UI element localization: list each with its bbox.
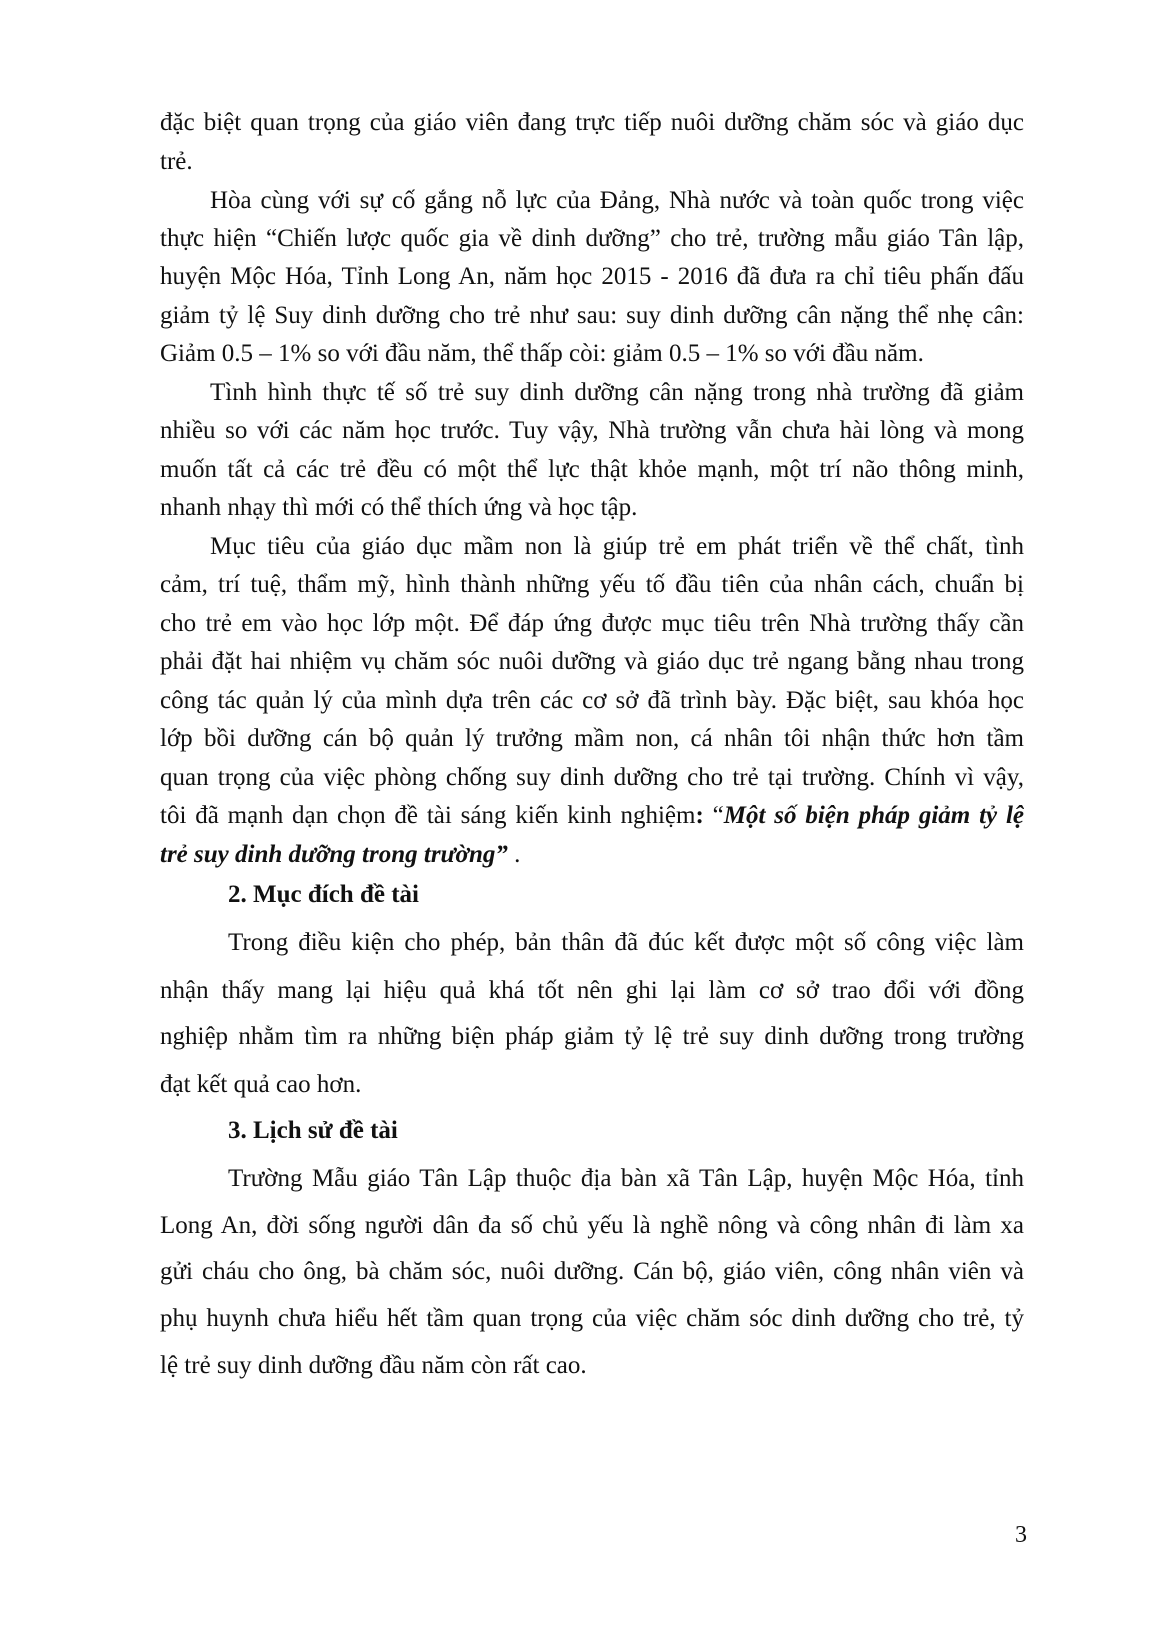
text-line: nhanh nhạy thì mới có thể thích ứng và học tập. [160, 494, 638, 521]
initiative-title: trẻ suy dinh dưỡng trong trường” [160, 841, 508, 868]
text-line: lớp bồi dưỡng cán bộ quản lý trưởng mầm non, cá nhân tôi nhận thức hơn tầm [160, 725, 1024, 752]
text-line: nghiệp nhằm tìm ra những biện pháp giảm tỷ lệ trẻ suy dinh dưỡng trong trường [160, 1023, 1024, 1050]
text-line: đặc biệt quan trọng của giáo viên đang trực tiếp nuôi dưỡng chăm sóc và giáo dục [160, 109, 1024, 136]
text-run: tôi đã mạnh dạn chọn đề tài sáng kiến kinh nghiệm [160, 802, 696, 829]
text-line: Mục tiêu của giáo dục mầm non là giúp trẻ em phát triển về thể chất, tình [210, 533, 1024, 560]
text-line: Giảm 0.5 – 1% so với đầu năm, thể thấp còi: giảm 0.5 – 1% so với đầu năm. [160, 340, 924, 367]
text-line: nhiều so với các năm học trước. Tuy vậy, Nhà trường vẫn chưa hài lòng và mong [160, 417, 1024, 444]
initiative-title: Một số biện pháp giảm tỷ lệ [723, 802, 1024, 829]
text-line: Hòa cùng với sự cố gắng nỗ lực của Đảng, Nhà nước và toàn quốc trong việc [210, 187, 1024, 214]
text-line: thực hiện “Chiến lược quốc gia về dinh dưỡng” cho trẻ, trường mẫu giáo Tân lập, [160, 225, 1024, 252]
section-heading: 2. Mục đích đề tài [228, 881, 419, 908]
text-line: trẻ. [160, 148, 193, 175]
page-number: 3 [1015, 1522, 1027, 1548]
text-line: cảm, trí tuệ, thẩm mỹ, hình thành những yếu tố đầu tiên của nhân cách, chuẩn bị [160, 571, 1024, 598]
text-line: huyện Mộc Hóa, Tỉnh Long An, năm học 2015 - 2016 đã đưa ra chỉ tiêu phấn đấu [160, 263, 1024, 290]
text-line [160, 801, 1024, 831]
text-line: phải đặt hai nhiệm vụ chăm sóc nuôi dưỡng và giáo dục trẻ ngang bằng nhau trong [160, 648, 1024, 675]
text-line: Tình hình thực tế số trẻ suy dinh dưỡng cân nặng trong nhà trường đã giảm [210, 379, 1024, 406]
text-line: Trong điều kiện cho phép, bản thân đã đúc kết được một số công việc làm [228, 929, 1024, 956]
text-line: Trường Mẫu giáo Tân Lập thuộc địa bàn xã Tân Lập, huyện Mộc Hóa, tỉnh [228, 1165, 1024, 1192]
text-line: nhận thấy mang lại hiệu quả khá tốt nên ghi lại làm cơ sở trao đổi với đồng [160, 977, 1024, 1004]
text-line: Long An, đời sống người dân đa số chủ yếu là nghề nông và công nhân đi làm xa [160, 1212, 1024, 1239]
text-line: cho trẻ em vào học lớp một. Để đáp ứng được mục tiêu trên Nhà trường thấy cần [160, 610, 1024, 637]
section-heading: 3. Lịch sử đề tài [228, 1117, 398, 1144]
text-run: : [695, 802, 704, 829]
text-line: muốn tất cả các trẻ đều có một thể lực thật khỏe mạnh, một trí não thông minh, [160, 456, 1024, 483]
text-run: “ [703, 802, 724, 829]
text-line [160, 840, 1024, 870]
text-line: quan trọng của việc phòng chống suy dinh dưỡng cho trẻ tại trường. Chính vì vậy, [160, 764, 1024, 791]
text-line: phụ huynh chưa hiểu hết tầm quan trọng của việc chăm sóc dinh dưỡng cho trẻ, tỷ [160, 1305, 1024, 1332]
text-line: đạt kết quả cao hơn. [160, 1071, 362, 1098]
text-line: lệ trẻ suy dinh dưỡng đầu năm còn rất cao. [160, 1352, 587, 1379]
text-line: công tác quản lý của mình dựa trên các cơ sở đã trình bày. Đặc biệt, sau khóa học [160, 687, 1024, 714]
text-line: giảm tỷ lệ Suy dinh dưỡng cho trẻ như sau: suy dinh dưỡng cân nặng thể nhẹ cân: [160, 302, 1024, 329]
text-line: gửi cháu cho ông, bà chăm sóc, nuôi dưỡng. Cán bộ, giáo viên, công nhân viên và [160, 1258, 1024, 1285]
text-run: . [507, 841, 521, 868]
